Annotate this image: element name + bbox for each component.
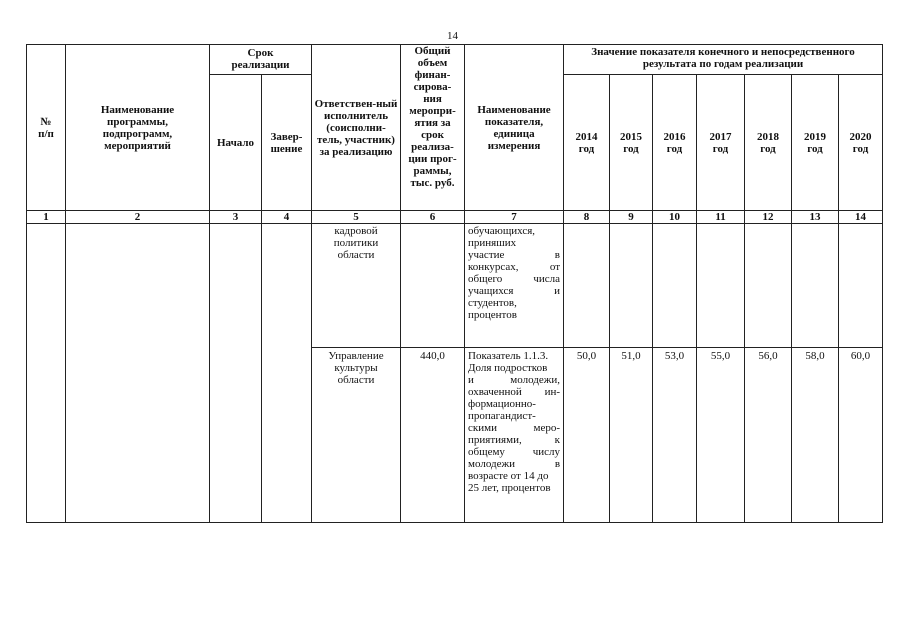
column-number: 11 [697, 211, 745, 224]
header-year: 2018 год [745, 75, 792, 211]
cell-volume: 440,0 [401, 348, 465, 523]
cell-value-2018: 56,0 [745, 348, 792, 523]
indicator-line: приятиями, к [468, 434, 561, 446]
cell-end [262, 224, 312, 523]
header-year: 2020 год [839, 75, 883, 211]
cell-value-2016 [653, 224, 697, 348]
header-volume: Общий объем финан-сирова-ния меропри-ятия за срок реализа-ции прог-раммы, тыс. руб. [401, 45, 465, 211]
indicator-line: процентов [468, 309, 517, 321]
indicator-line: общего числа [468, 273, 561, 285]
cell-value-2014 [564, 224, 610, 348]
column-number: 7 [465, 211, 564, 224]
column-number: 1 [27, 211, 66, 224]
cell-program-name [66, 224, 210, 523]
indicator-line: конкурсах, от [468, 261, 561, 273]
cell-value-2020 [839, 224, 883, 348]
cell-num [27, 224, 66, 523]
indicator-line: Показатель 1.1.3. [468, 350, 549, 362]
header-indicator: Наименование показателя, единица измерения [465, 45, 564, 211]
indicator-line: учащихся и [468, 285, 561, 297]
indicator-line: молодежи в [468, 458, 561, 470]
indicator-line: студентов, [468, 297, 517, 309]
column-number: 4 [262, 211, 312, 224]
header-year: 2014 год [564, 75, 610, 211]
indicator-line: формационно- [468, 398, 536, 410]
indicator-line: общему числу [468, 446, 561, 458]
cell-executor: Управление культуры области [312, 348, 401, 523]
header-name: Наименование программы, подпрограмм, мероприятий [66, 45, 210, 211]
indicator-line: возрасте от 14 до [468, 470, 549, 482]
column-number-row [27, 211, 883, 224]
cell-indicator [465, 224, 564, 348]
cell-value-2019: 58,0 [792, 348, 839, 523]
indicator-line: скими меро- [468, 422, 561, 434]
cell-start [210, 224, 262, 523]
column-number: 8 [564, 211, 610, 224]
program-indicators-table [26, 44, 883, 523]
cell-value-2015: 51,0 [610, 348, 653, 523]
cell-executor: кадровой политики области [312, 224, 401, 348]
indicator-line: обучающихся, [468, 225, 536, 237]
column-number: 9 [610, 211, 653, 224]
column-number: 14 [839, 211, 883, 224]
table-row [27, 224, 883, 348]
header-year: 2016 год [653, 75, 697, 211]
cell-value-2020: 60,0 [839, 348, 883, 523]
cell-indicator [465, 348, 564, 523]
header-year: 2015 год [610, 75, 653, 211]
header-year: 2017 год [697, 75, 745, 211]
column-number: 6 [401, 211, 465, 224]
header-term: Срок реализации [210, 45, 312, 75]
column-number: 10 [653, 211, 697, 224]
indicator-line: пропагандист- [468, 410, 536, 422]
column-number: 3 [210, 211, 262, 224]
header-executor: Ответствен-ный исполнитель (соисполни-тель, участник) за реализацию [312, 45, 401, 211]
indicator-line: и молодежи, [468, 374, 561, 386]
cell-value-2016: 53,0 [653, 348, 697, 523]
cell-value-2017 [697, 224, 745, 348]
cell-value-2015 [610, 224, 653, 348]
column-number: 2 [66, 211, 210, 224]
cell-value-2019 [792, 224, 839, 348]
cell-value-2014: 50,0 [564, 348, 610, 523]
header-values-title: Значение показателя конечного и непосредственного результата по годам реализации [564, 45, 883, 75]
header-num: № п/п [27, 45, 66, 211]
header-start: Начало [210, 75, 262, 211]
indicator-line: 25 лет, процентов [468, 482, 551, 494]
indicator-line: участие в [468, 249, 561, 261]
cell-value-2018 [745, 224, 792, 348]
indicator-line: приняших [468, 237, 517, 249]
page-number: 14 [447, 30, 458, 42]
column-number: 5 [312, 211, 401, 224]
cell-value-2017: 55,0 [697, 348, 745, 523]
column-number: 13 [792, 211, 839, 224]
header-year: 2019 год [792, 75, 839, 211]
cell-volume [401, 224, 465, 348]
indicator-line: охваченной ин- [468, 386, 561, 398]
column-number: 12 [745, 211, 792, 224]
header-end: Завер-шение [262, 75, 312, 211]
indicator-line: Доля подростков [468, 362, 548, 374]
